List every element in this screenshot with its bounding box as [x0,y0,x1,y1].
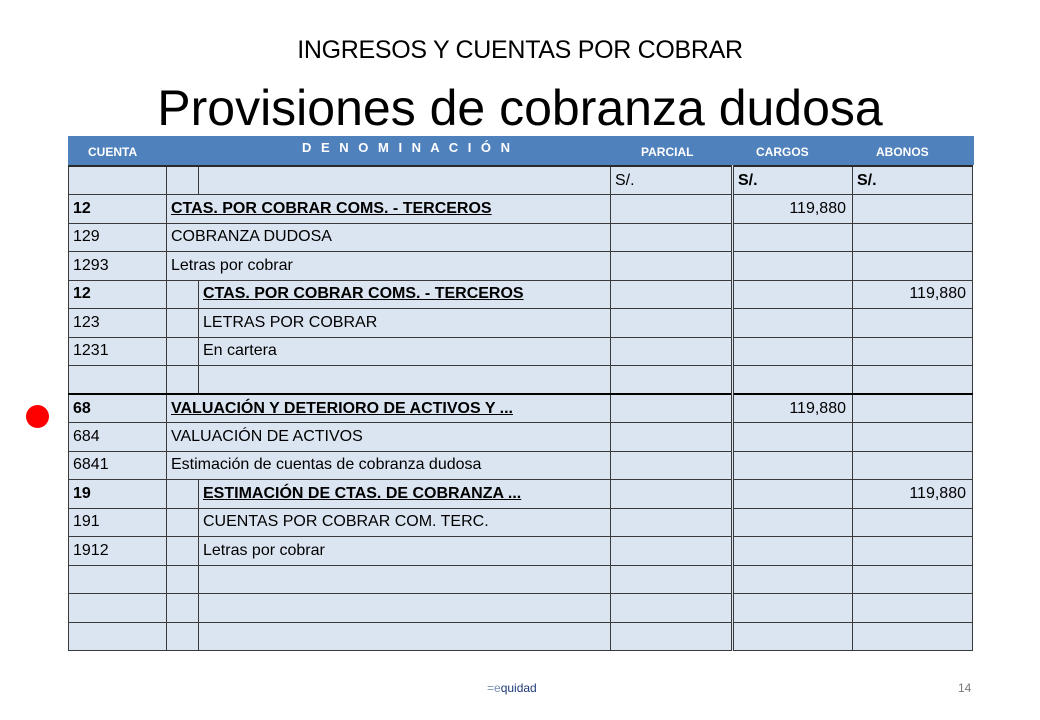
cell-empty [853,594,973,623]
table-row [69,252,973,281]
cell-cuenta: 12 [69,195,167,224]
cell-denominacion: CUENTAS POR COBRAR COM. TERC. [199,508,611,537]
cell-parcial [611,508,733,537]
cell-empty [611,622,733,651]
cell-parcial [611,309,733,338]
cell-abonos [853,337,973,366]
cell-empty [167,565,199,594]
cell-cuenta: 19 [69,480,167,509]
cell-abonos [853,223,973,252]
footer-brand-name: quidad [500,681,537,695]
currency-abonos: S/. [853,166,973,195]
header-abonos: ABONOS [876,145,929,159]
cell-abonos [853,423,973,452]
cell-indent [167,537,199,566]
cell-parcial [611,394,733,423]
table-row [69,337,973,366]
table-row-empty [69,565,973,594]
page-title: Provisiones de cobranza dudosa [157,80,883,136]
cell-cargos [733,537,853,566]
cell-empty [733,594,853,623]
cell-cuenta: 191 [69,508,167,537]
cell-empty [733,366,853,395]
table-row [69,480,973,509]
cell-empty [611,366,733,395]
cell-empty [69,366,167,395]
journal-table [68,136,974,651]
cell-cuenta: 6841 [69,451,167,480]
cell-denominacion: ESTIMACIÓN DE CTAS. DE COBRANZA ... [199,480,611,509]
cell-abonos [853,394,973,423]
cell-denominacion: COBRANZA DUDOSA [167,223,611,252]
cell-abonos [853,195,973,224]
cell-parcial [611,252,733,281]
cell-empty [167,594,199,623]
cell-parcial [611,451,733,480]
cell-abonos: 119,880 [853,480,973,509]
cell-abonos: 119,880 [853,280,973,309]
cell-cargos [733,337,853,366]
page-number: 14 [958,681,972,695]
cell-empty [733,565,853,594]
cell-empty [199,166,611,195]
journal-grid [68,165,973,651]
table-row-empty [69,366,973,395]
cell-cargos [733,423,853,452]
header-parcial: PARCIAL [641,145,694,159]
cell-cargos [733,480,853,509]
table-row [69,508,973,537]
cell-empty [853,622,973,651]
table-row [69,309,973,338]
cell-empty [69,166,167,195]
cell-cuenta: 684 [69,423,167,452]
cell-cargos [733,280,853,309]
cell-cargos [733,508,853,537]
cell-parcial [611,480,733,509]
cell-empty [611,565,733,594]
cell-abonos [853,537,973,566]
cell-parcial [611,337,733,366]
cell-empty [853,565,973,594]
cell-indent [167,480,199,509]
cell-denominacion: Letras por cobrar [199,537,611,566]
cell-denominacion: Estimación de cuentas de cobranza dudosa [167,451,611,480]
cell-parcial [611,195,733,224]
cell-cuenta: 123 [69,309,167,338]
table-row [69,451,973,480]
cell-indent [167,280,199,309]
header-cuenta: CUENTA [88,145,138,159]
table-row [69,223,973,252]
footer-brand [487,681,537,695]
cell-cargos [733,309,853,338]
cell-empty [199,366,611,395]
cell-abonos [853,451,973,480]
cell-empty [199,622,611,651]
cell-parcial [611,537,733,566]
cell-empty [733,622,853,651]
cell-indent [167,508,199,537]
cell-empty [199,565,611,594]
cell-denominacion: Letras por cobrar [167,252,611,281]
currency-row [69,166,973,195]
cell-empty [167,166,199,195]
cell-cuenta: 1231 [69,337,167,366]
cell-abonos [853,508,973,537]
cell-abonos [853,252,973,281]
cell-empty [199,594,611,623]
header-cargos: CARGOS [756,145,809,159]
cell-denominacion: En cartera [199,337,611,366]
cell-empty [853,366,973,395]
cell-denominacion: CTAS. POR COBRAR COMS. - TERCEROS [167,195,611,224]
red-marker-dot [26,405,49,428]
table-row [69,537,973,566]
cell-denominacion: VALUACIÓN Y DETERIORO DE ACTIVOS Y ... [167,394,611,423]
page-supertitle: INGRESOS Y CUENTAS POR COBRAR [297,36,743,64]
cell-indent [167,337,199,366]
cell-empty [69,594,167,623]
table-row [69,195,973,224]
table-row [69,423,973,452]
cell-denominacion: LETRAS POR COBRAR [199,309,611,338]
cell-cargos [733,223,853,252]
table-row-empty [69,594,973,623]
cell-denominacion: VALUACIÓN DE ACTIVOS [167,423,611,452]
cell-cuenta: 12 [69,280,167,309]
cell-parcial [611,223,733,252]
cell-cuenta: 1293 [69,252,167,281]
cell-empty [167,366,199,395]
table-header [68,136,974,165]
currency-cargos: S/. [733,166,853,195]
cell-abonos [853,309,973,338]
cell-empty [69,565,167,594]
cell-cuenta: 68 [69,394,167,423]
currency-parcial: S/. [611,166,733,195]
table-row [69,280,973,309]
cell-indent [167,309,199,338]
cell-denominacion: CTAS. POR COBRAR COMS. - TERCEROS [199,280,611,309]
footer-brand-prefix: =e [487,681,501,695]
cell-cargos: 119,880 [733,394,853,423]
cell-parcial [611,280,733,309]
cell-parcial [611,423,733,452]
table-row [69,394,973,423]
cell-cargos [733,451,853,480]
table-row-empty [69,622,973,651]
cell-cargos: 119,880 [733,195,853,224]
cell-empty [167,622,199,651]
cell-empty [611,594,733,623]
cell-cuenta: 129 [69,223,167,252]
cell-cargos [733,252,853,281]
header-denominacion: D E N O M I N A C I Ó N [302,140,514,155]
cell-empty [69,622,167,651]
cell-cuenta: 1912 [69,537,167,566]
